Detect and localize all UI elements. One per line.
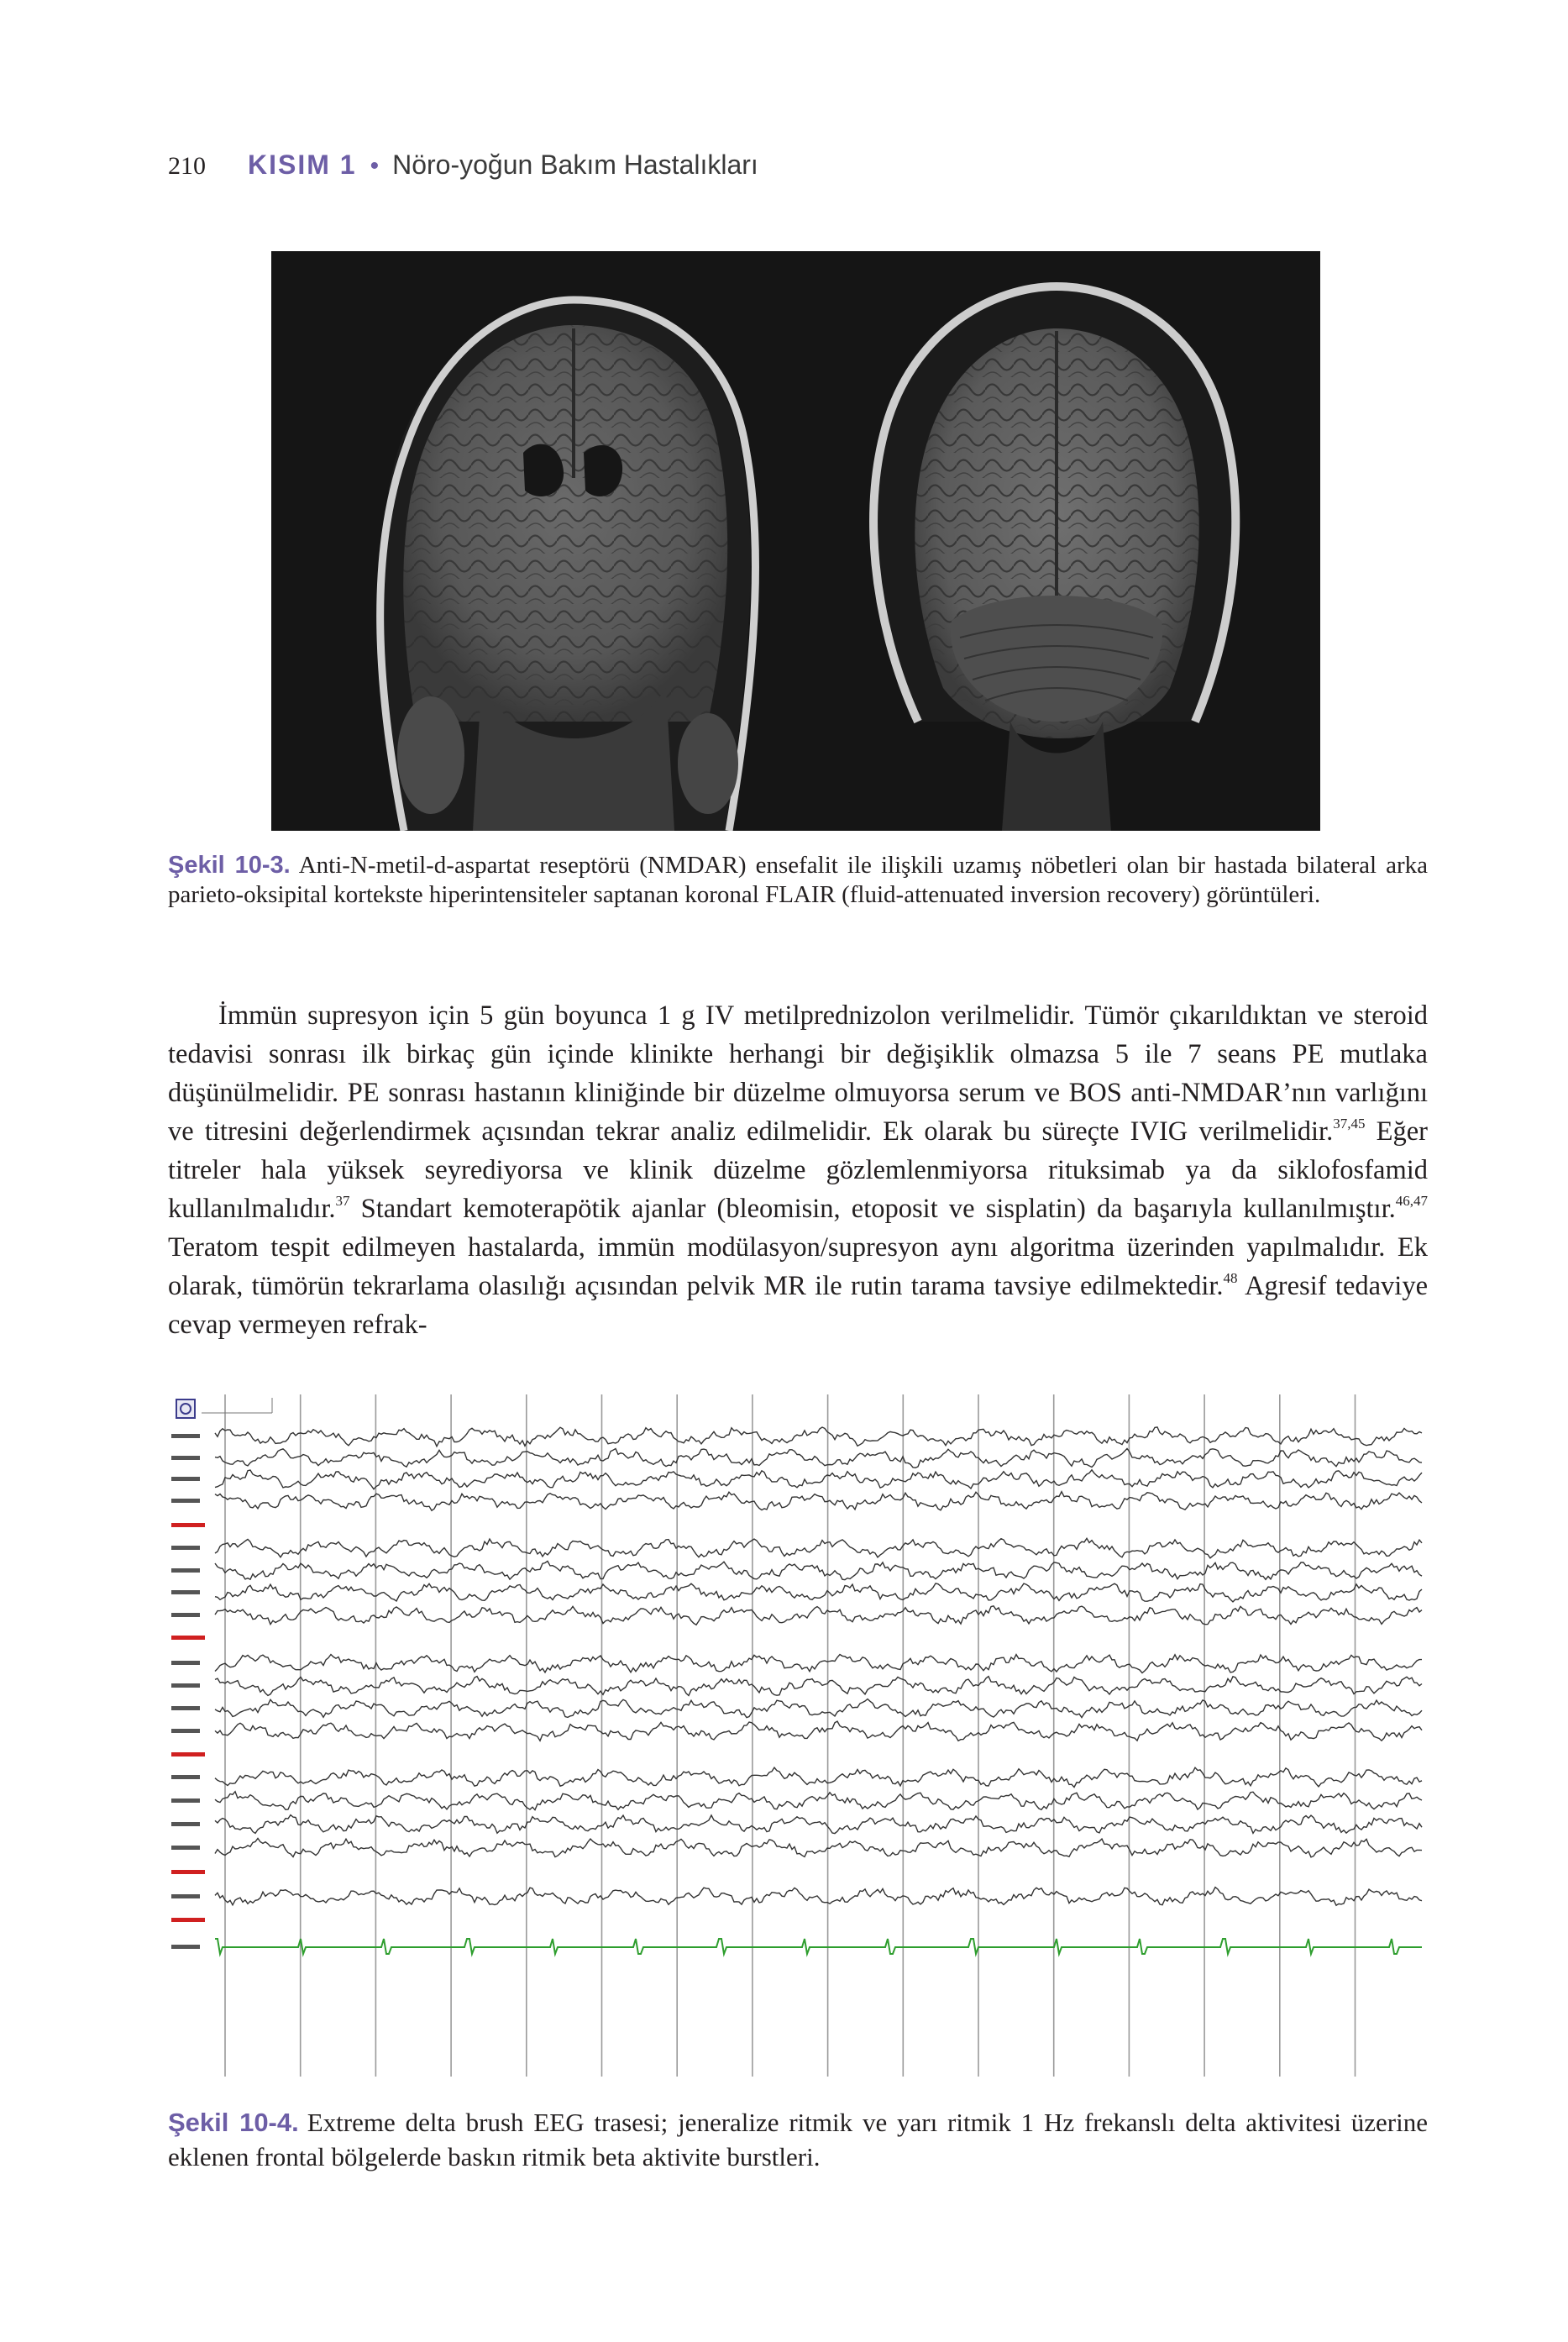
channel-label-mark bbox=[171, 1945, 200, 1949]
channel-label-mark bbox=[171, 1870, 205, 1874]
eeg-channel-trace bbox=[215, 1561, 1422, 1579]
caption-text: Extreme delta brush EEG trasesi; jeneralize ritmik ve yarı ritmik 1 Hz frekanslı delta aktivitesi üzerine eklenen frontal bölgelerde baskın ritmik beta aktivite burstleri. bbox=[168, 2108, 1428, 2171]
channel-label-mark bbox=[171, 1822, 200, 1826]
figure-caption-10-4 bbox=[168, 2105, 1428, 2174]
channel-label-mark bbox=[171, 1706, 200, 1710]
channel-label-mark bbox=[171, 1456, 200, 1460]
mri-figure bbox=[271, 251, 1320, 831]
page-header bbox=[168, 150, 758, 192]
left-coronal-slice bbox=[380, 297, 756, 831]
channel-label-mark bbox=[171, 1590, 200, 1594]
eeg-figure bbox=[165, 1389, 1426, 2087]
eeg-channel-trace bbox=[215, 1449, 1422, 1468]
eeg-channel-trace bbox=[215, 1606, 1422, 1625]
eeg-channel-trace bbox=[215, 1815, 1422, 1834]
channel-label-mark bbox=[171, 1568, 200, 1573]
channel-label-mark bbox=[171, 1546, 200, 1550]
figure-label: Şekil 10-4. bbox=[168, 2108, 299, 2137]
channel-label-mark bbox=[171, 1729, 200, 1733]
sentence: İmmün supresyon için 5 gün boyunca 1 g IV metilprednizolon verilmelidir. Tümör çıkarıldıktan ve steroid tedavisi sonrası ilk birkaç gün içinde klinikte herhangi bir değişiklik olmazsa 5 ile 7 seans PE mutlaka düşünülmelidir. PE sonrası hastanın kliniğinde bir düzelme olmuyorsa serum ve BOS anti-NMDAR’nın varlığını ve titresini değerlendirmek açısından tekrar analiz edilmelidir. Ek olarak bu süreçte IVIG verilmelidir. bbox=[168, 1000, 1428, 1147]
channel-label-mark bbox=[171, 1846, 200, 1850]
channel-label-mark bbox=[171, 1799, 200, 1803]
channel-label-mark bbox=[171, 1636, 205, 1640]
channel-label-mark bbox=[171, 1477, 200, 1481]
channel-label-mark bbox=[171, 1894, 200, 1898]
eeg-channel-trace bbox=[215, 1792, 1422, 1810]
channel-label-mark bbox=[171, 1499, 200, 1503]
channel-label-mark bbox=[171, 1523, 205, 1527]
ekg-trace bbox=[215, 1939, 1422, 1954]
reference: 37,45 bbox=[1333, 1116, 1366, 1132]
channel-label-mark bbox=[171, 1434, 200, 1438]
eeg-channel-trace bbox=[215, 1767, 1422, 1787]
page-number: 210 bbox=[168, 152, 206, 180]
reference: 46,47 bbox=[1395, 1193, 1428, 1209]
figure-label: Şekil 10-3. bbox=[168, 852, 291, 879]
channel-label-mark bbox=[171, 1918, 205, 1922]
eeg-channel-trace bbox=[215, 1838, 1422, 1856]
eeg-channel-trace bbox=[215, 1470, 1422, 1489]
part-title: KISIM 1 bbox=[248, 150, 357, 180]
channel-label-mark bbox=[171, 1661, 200, 1665]
sentence: Eğer titreler hala yüksek seyrediyorsa ve klinik düzelme gözlemlenmiyorsa rituksimab ya da siklofosfamid kullanılmalıdır. bbox=[168, 1116, 1428, 1224]
sentence: Teratom tespit edilmeyen hastalarda, immün modülasyon/supresyon aynı algoritma üzerinden yapılmalıdır. Ek olarak, tümörün tekrarlama olasılığı açısından pelvik MR ile rutin tarama tavsiye edilmektedir. bbox=[168, 1232, 1428, 1301]
eeg-channel-labels bbox=[171, 1434, 205, 1949]
body-paragraph bbox=[168, 996, 1428, 1344]
sentence: Standart kemoterapötik ajanlar (bleomisin, etoposit ve sisplatin) da başarıyla kullanılmıştır. bbox=[349, 1194, 1396, 1224]
chapter-title: Nöro-yoğun Bakım Hastalıkları bbox=[392, 150, 758, 180]
eeg-channel-trace bbox=[215, 1699, 1422, 1718]
eeg-channel-trace bbox=[215, 1677, 1422, 1696]
eeg-channel-trace bbox=[215, 1492, 1422, 1511]
eeg-traces bbox=[215, 1427, 1422, 1954]
settings-icon bbox=[176, 1399, 195, 1418]
eeg-trace-image bbox=[165, 1389, 1426, 2087]
figure-caption-10-3 bbox=[168, 851, 1428, 910]
eeg-channel-trace bbox=[215, 1888, 1422, 1906]
channel-label-mark bbox=[171, 1752, 205, 1756]
bullet-icon: • bbox=[370, 152, 380, 180]
eeg-channel-trace bbox=[215, 1583, 1422, 1602]
eeg-grid bbox=[225, 1394, 1426, 2077]
eeg-channel-trace bbox=[215, 1427, 1422, 1447]
eeg-channel-trace bbox=[215, 1538, 1422, 1558]
channel-label-mark bbox=[171, 1683, 200, 1688]
caption-text: Anti-N-metil-d-aspartat reseptörü (NMDAR) ensefalit ile ilişkili uzamış nöbetleri olan bir hastada bilateral arka parieto-oksipital kortekste hiperintensiteler saptanan koronal FLAIR (fluid-attenuated inversion recovery) görüntüleri. bbox=[168, 852, 1428, 908]
right-coronal-slice bbox=[873, 286, 1235, 831]
reference: 37 bbox=[335, 1193, 350, 1209]
sentence: Agresif tedaviye cevap vermeyen refrak- bbox=[168, 1271, 1428, 1340]
scale-marker bbox=[202, 1398, 272, 1413]
eeg-channel-trace bbox=[215, 1655, 1422, 1673]
reference: 48 bbox=[1223, 1270, 1238, 1286]
channel-label-mark bbox=[171, 1775, 200, 1779]
mri-image bbox=[271, 251, 1320, 831]
eeg-channel-trace bbox=[215, 1721, 1422, 1741]
channel-label-mark bbox=[171, 1613, 200, 1617]
